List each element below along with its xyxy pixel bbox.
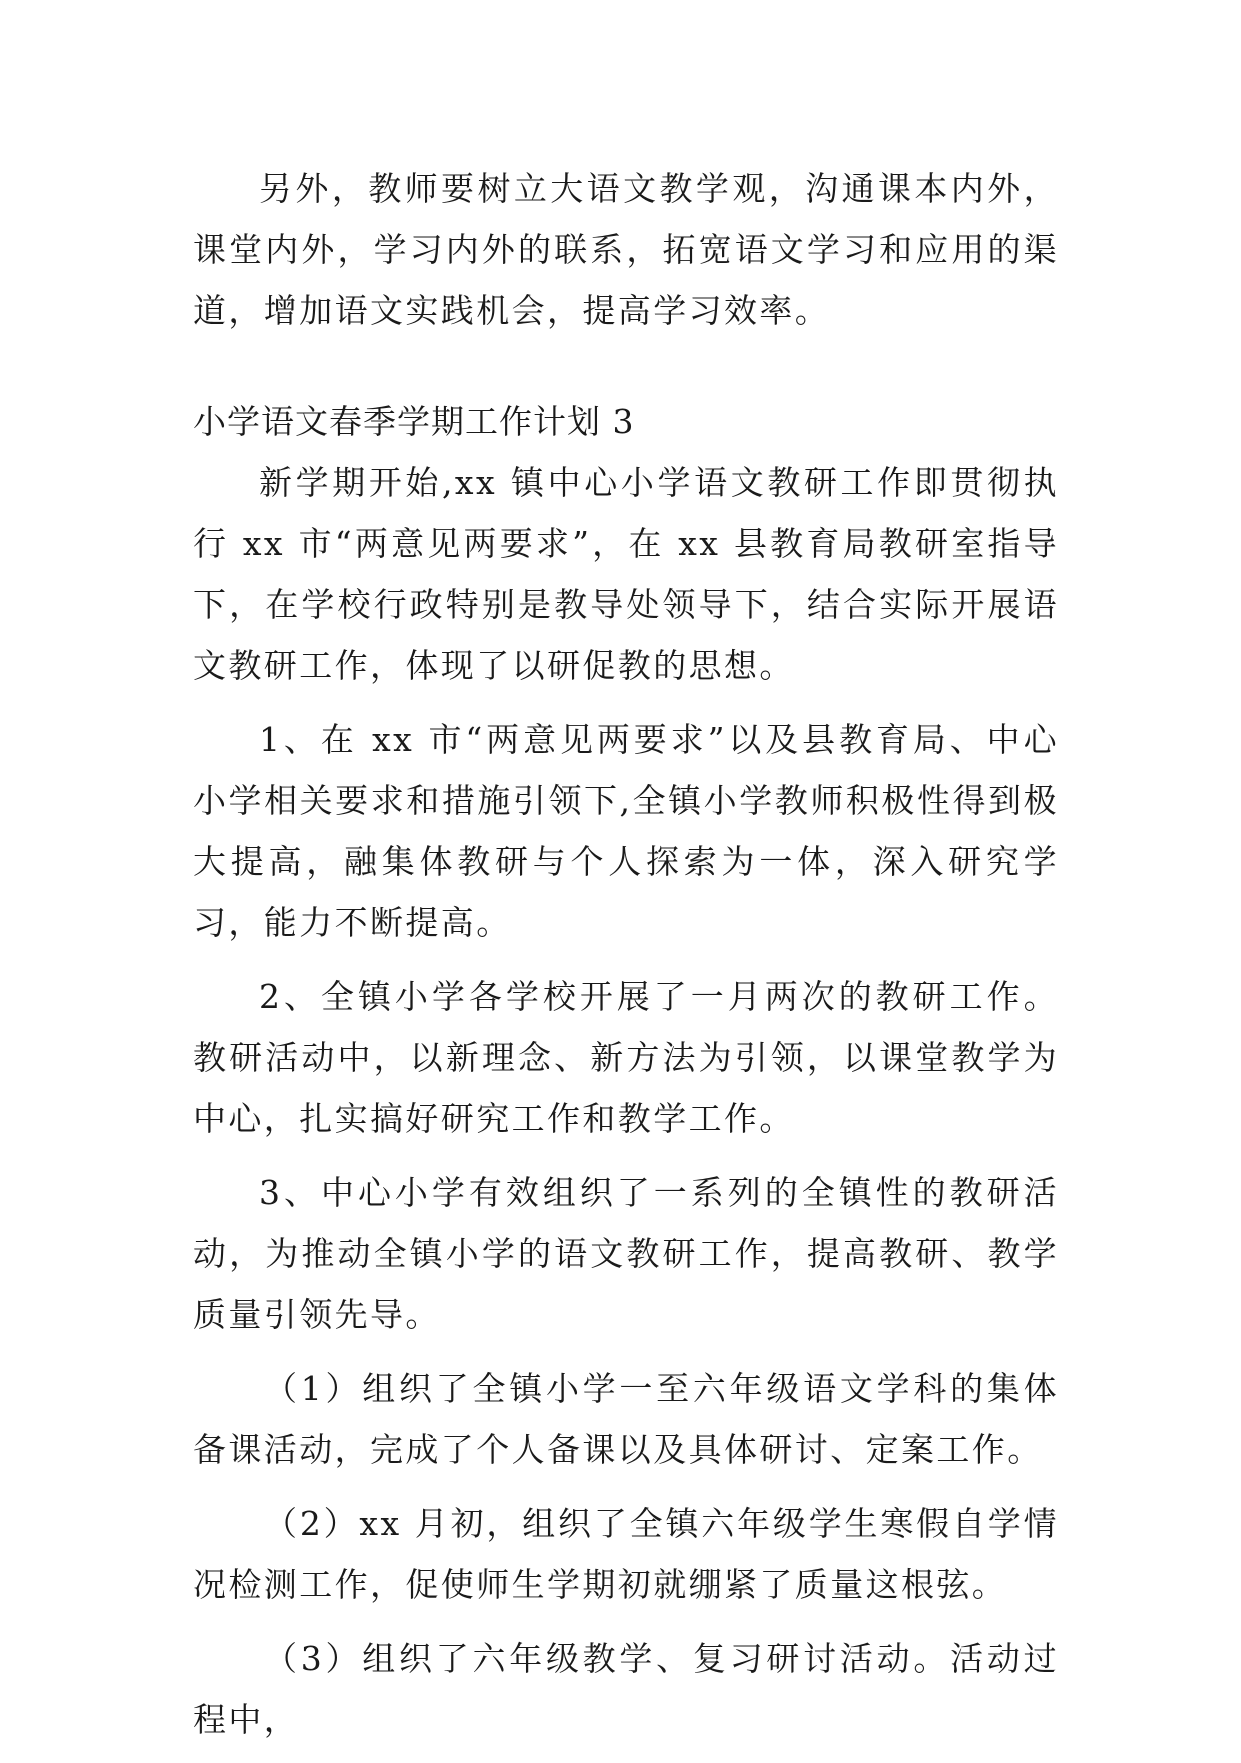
- paragraph-subitem-3: （3）组织了六年级教学、复习研讨活动。活动过程中，: [193, 1639, 1059, 1739]
- section-heading: 小学语文春季学期工作计划 3: [193, 402, 635, 441]
- paragraph-subitem-1: （1）组织了全镇小学一至六年级语文学科的集体备课活动，完成了个人备课以及具体研讨、定案工作。: [193, 1369, 1059, 1469]
- paragraph-item-2: 2、全镇小学各学校开展了一月两次的教研工作。教研活动中，以新理念、新方法为引领，以课堂教学为中心，扎实搞好研究工作和教学工作。: [193, 977, 1059, 1138]
- paragraph-item-3: 3、中心小学有效组织了一系列的全镇性的教研活动，为推动全镇小学的语文教研工作，提高教研、教学质量引领先导。: [193, 1173, 1059, 1334]
- paragraph-item-1: 1、在 xx 市“两意见两要求”以及县教育局、中心小学相关要求和措施引领下,全镇小学教师积极性得到极大提高，融集体教研与个人探索为一体，深入研究学习，能力不断提高。: [193, 720, 1059, 942]
- paragraph-subitem-2: （2）xx 月初，组织了全镇六年级学生寒假自学情况检测工作，促使师生学期初就绷紧了质量这根弦。: [193, 1504, 1059, 1604]
- document-body: [193, 158, 1059, 1763]
- paragraph-extracurricular: 另外，教师要树立大语文教学观，沟通课本内外，课堂内外，学习内外的联系，拓宽语文学习和应用的渠道，增加语文实践机会，提高学习效率。: [193, 169, 1059, 330]
- paragraph-intro: 新学期开始,xx 镇中心小学语文教研工作即贯彻执行 xx 市“两意见两要求”，在 xx 县教育局教研室指导下，在学校行政特别是教导处领导下，结合实际开展语文教研工作，体现了以研促教的思想。: [193, 463, 1059, 685]
